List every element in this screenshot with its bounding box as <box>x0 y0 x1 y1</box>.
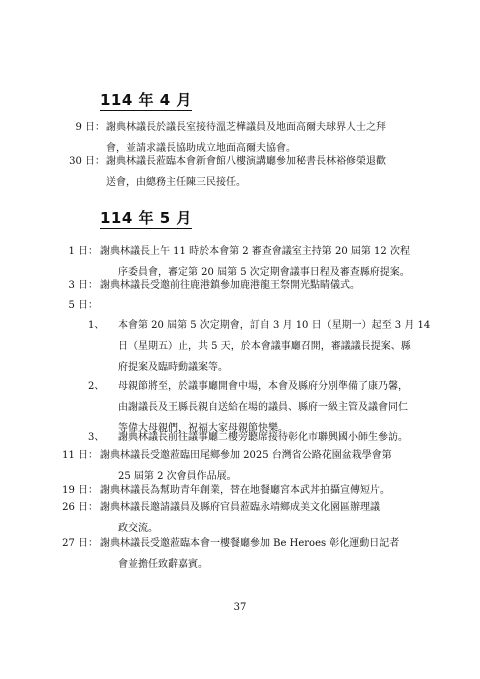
sub-item-text: 由謝議長及王縣長親自送給在場的議員、縣府一級主管及議會同仁 <box>118 402 408 413</box>
sub-item-text: 謝典林議長前往議事廳二樓旁聽席接待彰化市聯興國小師生參訪。 <box>118 432 408 443</box>
entry-text: 序委員會，審定第 20 屆第 5 次定期會議事日程及審查縣府提案。 <box>118 267 410 278</box>
sub-item-number: 3、 <box>88 432 105 443</box>
entry-text: 謝典林議長於議長室接待溫芝樺議員及地面高爾夫球界人士之拜 <box>106 122 386 133</box>
month-heading-may: 114 年 5 月 <box>100 209 192 227</box>
entry-text: 謝典林議長為幫助青年創業，替在地餐廳宮本武丼拍攝宣傳短片。 <box>100 485 390 496</box>
entry-date: 1 日： <box>68 246 98 257</box>
entry-date: 9 日： <box>75 122 105 133</box>
entry-text: 會，並請求議長協助成立地面高爾夫協會。 <box>106 143 296 154</box>
entry-date: 11 日： <box>62 450 98 461</box>
entry-text: 25 屆第 2 次會員作品展。 <box>118 471 237 482</box>
sub-item-text: 本會第 20 屆第 5 次定期會，訂自 3 月 10 日（星期一）起至 3 月 14 <box>118 320 431 331</box>
page-number: 37 <box>233 602 247 613</box>
sub-item-number: 2、 <box>88 381 105 392</box>
entry-text: 謝典林議長上午 11 時於本會第 2 審查會議室主持第 20 屆第 12 次程 <box>100 246 410 257</box>
entry-text: 會並擔任致辭嘉賓。 <box>118 559 208 570</box>
entry-text: 謝典林議長邀請議員及縣府官員蒞臨永靖鄉成美文化園區辦理議 <box>100 502 380 513</box>
entry-text: 謝典林議長受邀蒞臨本會一樓餐廳參加 Be Heroes 彰化運動日記者 <box>100 538 400 549</box>
entry-date: 26 日： <box>62 502 98 513</box>
sub-item-text: 母親節將至，於議事廳開會中場，本會及縣府分別準備了康乃馨， <box>118 381 408 392</box>
entry-date: 5 日： <box>68 300 98 311</box>
sub-item-text: 府提案及臨時動議案等。 <box>118 362 228 373</box>
sub-item-text: 等偉大母親們，祝福大家母親節快樂。 <box>118 423 288 434</box>
entry-date: 19 日： <box>62 485 98 496</box>
entry-text: 謝典林議長受邀前往鹿港鎮參加鹿港龍王祭開光點睛儀式。 <box>100 280 360 291</box>
entry-date: 27 日： <box>62 538 98 549</box>
entry-text: 送會，由總務主任陳三民接任。 <box>106 177 246 188</box>
entry-text: 謝典林議長蒞臨本會新會館八樓演講廳參加秘書長林裕修榮退歡 <box>106 156 386 167</box>
sub-item-text: 日（星期五）止，共 5 天，於本會議事廳召開，審議議長提案、縣 <box>118 341 411 352</box>
entry-text: 謝典林議長受邀蒞臨田尾鄉參加 2025 台灣省公路花園盆栽學會第 <box>100 450 392 461</box>
entry-date: 30 日： <box>69 156 105 167</box>
entry-date: 3 日： <box>68 280 98 291</box>
month-heading-april: 114 年 4 月 <box>100 91 192 109</box>
sub-item-number: 1、 <box>88 320 105 331</box>
entry-text: 政交流。 <box>118 523 158 534</box>
